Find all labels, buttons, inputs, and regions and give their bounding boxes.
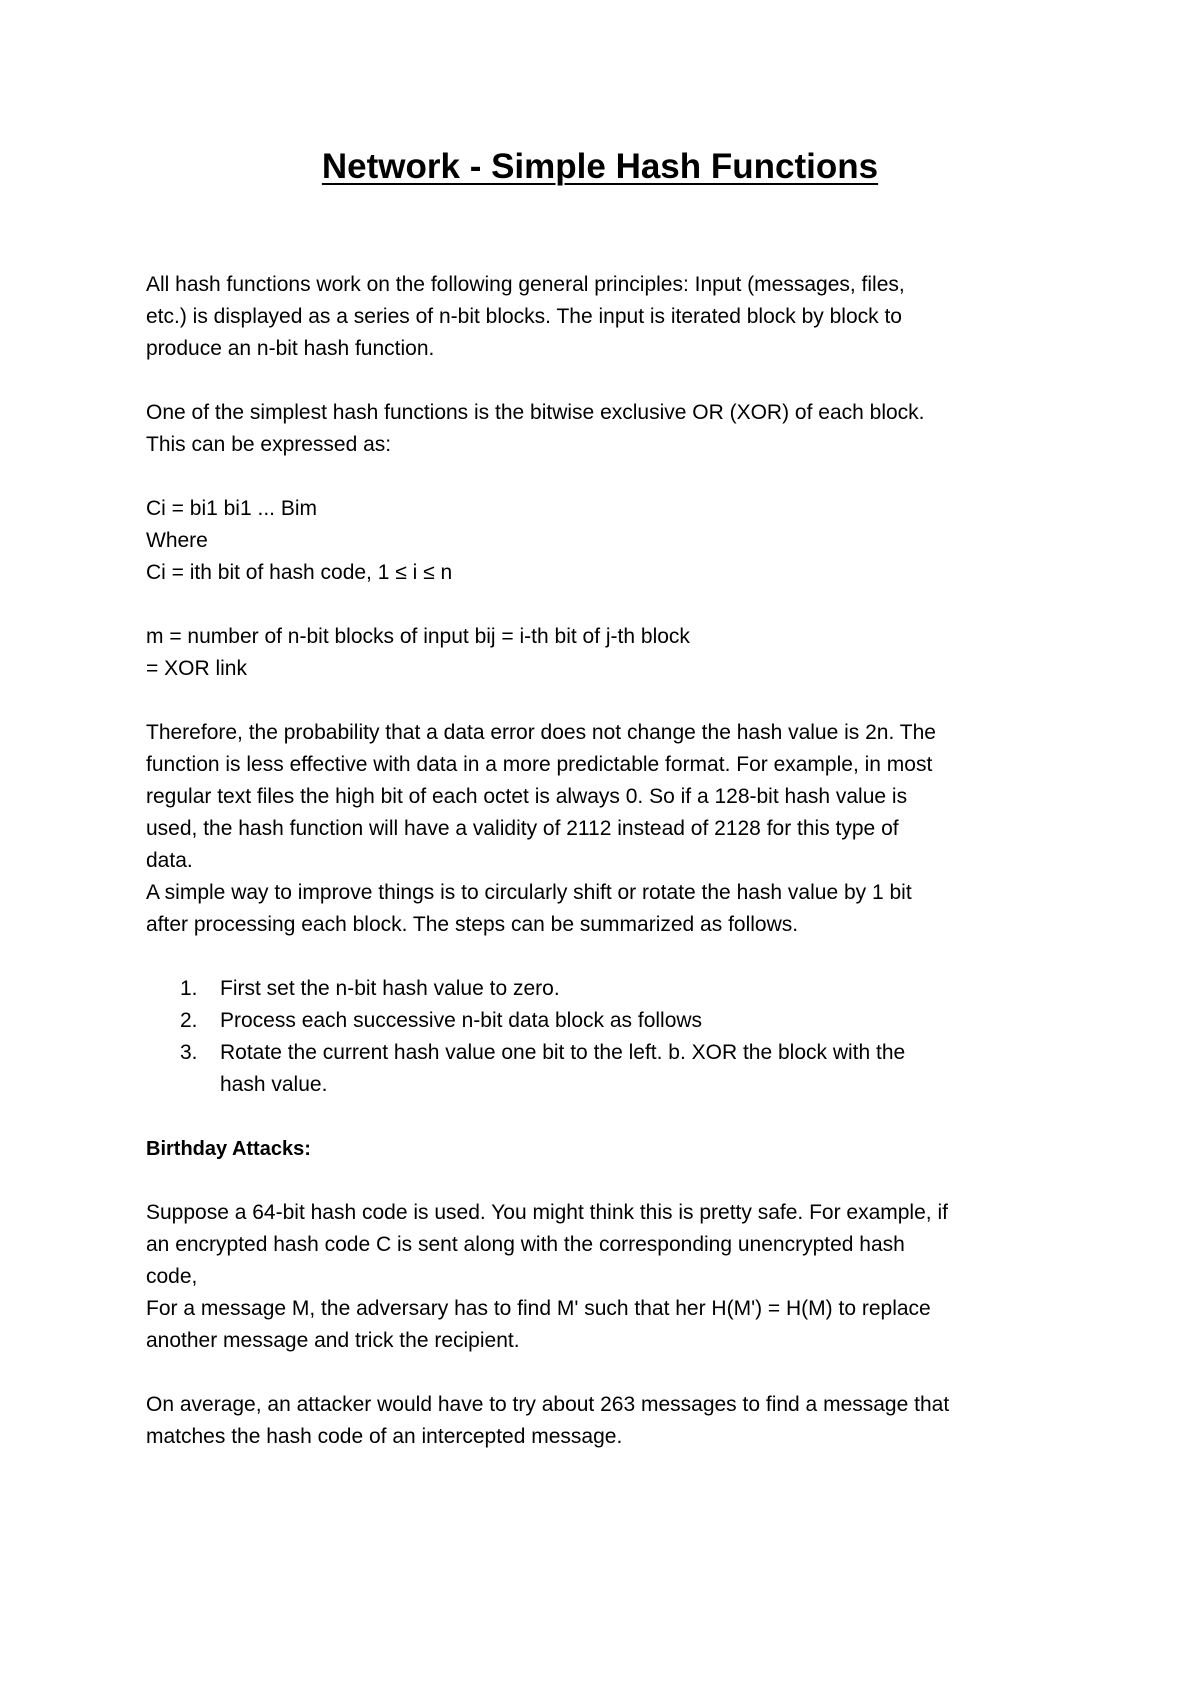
text-line: All hash functions work on the following general principles: Input (messages, files, bbox=[146, 273, 905, 296]
text-line: etc.) is displayed as a series of n-bit blocks. The input is iterated block by block to bbox=[146, 305, 902, 328]
text-line: code, bbox=[146, 1265, 198, 1288]
text-line: an encrypted hash code C is sent along with the corresponding unencrypted hash bbox=[146, 1233, 905, 1256]
intro-paragraph bbox=[146, 269, 1076, 365]
text-line: On average, an attacker would have to try about 263 messages to find a message that bbox=[146, 1393, 950, 1416]
list-item bbox=[180, 1037, 1020, 1101]
text-line: used, the hash function will have a validity of 2112 instead of 2128 for this type of bbox=[146, 817, 899, 840]
text-line: Where bbox=[146, 529, 208, 552]
list-item bbox=[180, 973, 1020, 1005]
list-number: 3. bbox=[180, 1041, 198, 1064]
text-line: hash value. bbox=[220, 1073, 328, 1096]
formula-paragraph bbox=[146, 493, 1076, 589]
text-line: Rotate the current hash value one bit to the left. b. XOR the block with the bbox=[220, 1041, 906, 1064]
text-line: A simple way to improve things is to circularly shift or rotate the hash value by 1 bit bbox=[146, 881, 912, 904]
text-line: produce an n-bit hash function. bbox=[146, 337, 435, 360]
document-body bbox=[146, 269, 1076, 1453]
text-line: m = number of n-bit blocks of input bij = i-th bit of j-th block bbox=[146, 625, 690, 648]
text-line: matches the hash code of an intercepted message. bbox=[146, 1425, 623, 1448]
text-line: data. bbox=[146, 849, 193, 872]
text-line: Process each successive n-bit data block as follows bbox=[220, 1009, 703, 1032]
birthday-attacks-heading: Birthday Attacks: bbox=[146, 1138, 311, 1160]
text-line: One of the simplest hash functions is the bitwise exclusive OR (XOR) of each block. bbox=[146, 401, 925, 424]
list-number: 1. bbox=[180, 977, 198, 1000]
text-line: regular text files the high bit of each octet is always 0. So if a 128-bit hash value is bbox=[146, 785, 908, 808]
list-item bbox=[180, 1005, 1020, 1037]
conclusion-paragraph bbox=[146, 1389, 1076, 1453]
text-line: Therefore, the probability that a data error does not change the hash value is 2n. The bbox=[146, 721, 936, 744]
text-line: This can be expressed as: bbox=[146, 433, 392, 456]
text-line: Ci = ith bit of hash code, 1 ≤ i ≤ n bbox=[146, 561, 453, 584]
xor-intro-paragraph bbox=[146, 397, 1076, 461]
birthday-paragraph bbox=[146, 1197, 1076, 1357]
probability-paragraph bbox=[146, 717, 1076, 941]
text-line: First set the n-bit hash value to zero. bbox=[220, 977, 560, 1000]
steps-list bbox=[146, 973, 1076, 1101]
definitions-paragraph bbox=[146, 621, 1076, 685]
list-number: 2. bbox=[180, 1009, 198, 1032]
text-line: function is less effective with data in a more predictable format. For example, in most bbox=[146, 753, 933, 776]
text-line: another message and trick the recipient. bbox=[146, 1329, 520, 1352]
text-line: = XOR link bbox=[146, 657, 247, 680]
text-line: after processing each block. The steps can be summarized as follows. bbox=[146, 913, 799, 936]
text-line: Ci = bi1 bi1 ... Bim bbox=[146, 497, 317, 520]
text-line: Suppose a 64-bit hash code is used. You might think this is pretty safe. For example, if bbox=[146, 1201, 948, 1224]
page-title: Network - Simple Hash Functions bbox=[321, 147, 879, 186]
text-line: For a message M, the adversary has to find M' such that her H(M') = H(M) to replace bbox=[146, 1297, 931, 1320]
